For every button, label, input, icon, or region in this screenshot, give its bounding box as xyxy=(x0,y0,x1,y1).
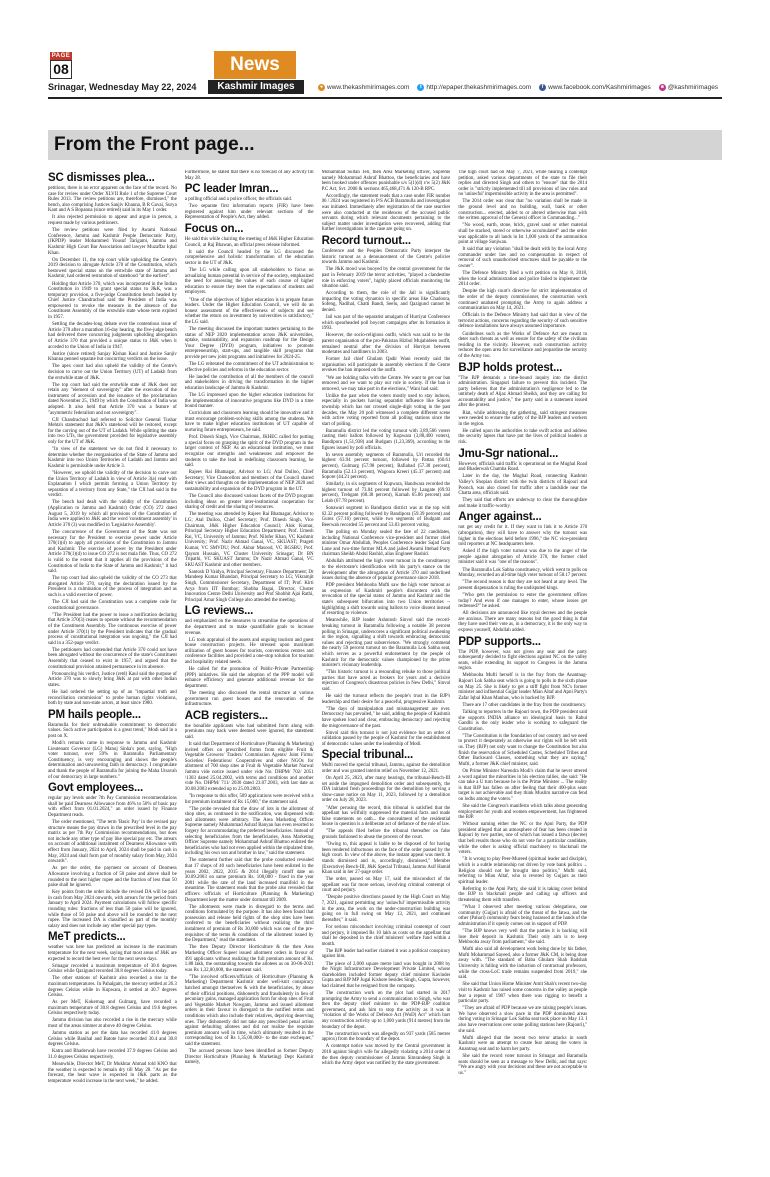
article-paragraph: The 2014 order was clear that "no variation shall be made in the ground level and no building, wall, bank or other construction... erected, added to or altered otherwise than with the written approval of the General officer in Commanding..." xyxy=(458,199,588,222)
article-paragraph: Unlike the past when the voters mostly used to stay indoors, especially in pockets having separatist influence like Sopore township which has not crossed single-digit voting in the past decades, the May 20 poll witnessed a complete different scene with active voting reported from all polling stations since the start of polling. xyxy=(321,393,451,427)
article-paragraph: He had ordered the setting up of an "impartial truth and reconciliation commission" to probe human rights violations, both by state and non-state actors, at least since 1980. xyxy=(48,689,177,707)
article-paragraph: The then Deputy Director Horticulture & the then Area Marketing Officer Supeer issued allotment orders in favour of 491 applicants without realizing the full premium amount of Rs. 1.88 lakh, the outstanding towards the allotees as on 30-06-2021 was Rs 1,32,00,000, the statement said. xyxy=(184,945,314,973)
article-paragraph: Pronouncing his verdict, Justice (retd) Kaul said the purpose of Article 370 was to slowly bring J&K at par with other Indian states. xyxy=(48,671,177,688)
article-paragraph: "The BJP demands a time-bound inquiry into the district administration. Singapuri failure to prevent this incident. The party believes that the administration's negligence led to the untimely death of Aljaz Ahmad Sheikh, and they are calling for accountability and justice," the party said in a statement issued after the protest. xyxy=(458,375,588,409)
column xyxy=(322,170,451,1170)
article-paragraph: The meeting discussed the important matters pertaining to the status of NEP 2020 implementation across J&K universities, uptake, sustainability, and expansion roadmap for the Design Your Degree (DYD) program, initiatives to promote entrepreneurship, start-ups, and tangible skill programs that provide per new joint programs and initiatives for 2024-25. xyxy=(184,326,314,360)
article xyxy=(48,709,177,780)
page-label: PAGE xyxy=(51,53,71,59)
article-paragraph: and emphasized on the measures to streamline the operations of the department and to make quantifiable goals to increase revenue. xyxy=(184,619,314,636)
social-link-text: http://epaper.thekashmirimages.com xyxy=(426,84,532,91)
article-paragraph: a polling official and a police officer, the officials said. xyxy=(184,197,293,203)
article-paragraph: The accused persons have been identified as former Deputy Director Horticulture (Planning & Marketing) Dept Kashmir namely, xyxy=(184,1049,314,1066)
article xyxy=(322,749,451,1066)
banner-title: From the Front page... xyxy=(54,134,255,155)
article-paragraph: "Who gets the permission to enter the government offices today? And even if one manages to enter, whose issues get redressed?" he asked. xyxy=(458,592,588,610)
article xyxy=(458,448,587,510)
article-paragraph: "The days of manipulation and mismanagement are over. Democracy has prevailed," he said, adding the people of Kashmir have spoken loud and clear, embracing democracy and rejecting the misgovernance of the past. xyxy=(321,706,451,729)
article-paragraph: CJI Chandrachud had referred to Solicitor General Tushar Mehta's statement that J&K's statehood will be restored, except for the carving out of the UT of Ladakh. While splitting the state into two UTs, the government provided for legislative assembly only for the UT of J&K. xyxy=(48,417,177,446)
article-paragraph: "The President had the power to issue a notification declaring that Article 370(3) ceases to operate without the recommendation of the Constituent Assembly. The continuous exercise of power under Article 370(1) by the President indicates that the gradual process of constitutional integration was ongoing," the CJI had said in a 352-page verdict. xyxy=(48,612,177,646)
article-paragraph: He called upon the authorities to take swift action and address the security lapses that have put the lives of political leaders at risk. xyxy=(458,428,588,446)
article-paragraph: The LG impressed upon the higher education institutions for the implementation of innovative programs like DYD in a time bound manner. xyxy=(184,393,314,410)
article-paragraph: Jail was part of the separatist amalgam of Hurriyat Conference which spearheaded poll boycott campaigns after its formation in 1993. xyxy=(321,315,451,332)
article-paragraph: The PDP, however, was not given any seat and the party subsequently decided to fight elections against NC on the valley seats, while extending its support to Congress in the Jammu region. xyxy=(458,649,588,672)
article-paragraph: He called for the promotion of Public-Private Partnership (PPP) initiatives. He said the adoption of the PPP model will enhance efficiency and generate additional revenue for the department. xyxy=(184,667,314,689)
article-paragraph: The Defence Ministry filed a writ petition on May 8, 2018, when the local administration and police failed to implement the 2014 order. xyxy=(458,271,588,288)
article-paragraph: The BJP leader had earlier claimed it was a political conspiracy against him. xyxy=(321,948,451,960)
article-paragraph: "The BJP knows very well that the parties it is backing will lose their deposit in Kashmir. Their only aim is to keep Mehbooba away from parliament," she said. xyxy=(458,928,588,946)
article-paragraph: Baramulla district led the voting turnout with 3,89,566 voters casting their ballots followed by Kupwara (3,88,400 voters), Bandipora (1,51,938) and Budgam (1,23,369), according to the figures issued by poll officials. xyxy=(321,428,451,451)
article-paragraph: It said that Department of Horticulture (Planning & Marketing) invited offers on prescribed forms from eligible Fruit & Vegetable Growers/ Traders/ Commission Agents/ Joint Firms/ Societies/ Federations/ Cooperatives and other NGOs for allotment of 700 shop sites at Fruit & Vegetable Market Narwal Jammu vide notice issued under vide No. DHPM/ 702/ 2051 /1303 dated 25.04.2002, with terms and conditions and another vide No. DHPM/ 711/ 2030 dated 23.07.2003, with last date as 30.08.2003 extended up to 25.09.2003. xyxy=(184,742,314,792)
article-paragraph: "This historic turnout is a resounding rebuke to those political parties that have acted as brokers for years and a decisive rejection of Congress's disastrous policies in New Delhi," Sinvol said. xyxy=(321,670,451,692)
article-headline: Special tribunal... xyxy=(321,749,414,762)
article xyxy=(458,636,587,1077)
article-paragraph: The LG reiterated the commitment of the UT administration to effective policies and reforms in the education sector. xyxy=(184,362,314,373)
article-paragraph: The petitioners had contended that Article 370 could not have been abrogated without the concurrence of the state's Constituent Assembly that ceased to exist in 1957, and argued that the constitutional provision attained permanence in its absence. xyxy=(48,647,177,670)
article xyxy=(458,170,587,360)
article-paragraph: The review petitions were filed by Awami National Conference, Jammu and Kashmir People Democratic Party, (JKPDP) leader Mohammed Yousuf Tarigami, Jammu and Kashmir High Court Bar Association and lawyer Muzaffar Iqbal Khan. xyxy=(48,228,177,256)
article-paragraph: The piece of 2,000 square metre land was bought in 2008 by the Nirgit Infrastructure Development Private Limited, whose shareholders included former deputy chief minister Kavinder Gupta and BJP MP Jugal Kishore besides Singh, Gupta, however, had claimed that he resigned from the company. xyxy=(321,961,451,989)
social-link[interactable] xyxy=(318,84,409,91)
article-paragraph: Furthermore, he stated that there is no forecast of any activity till May 28. xyxy=(184,170,314,181)
article-paragraph: Curriculum and classroom learning should be innovative and it must encourage problem-solving skills among the students. We have to make higher education institutions of UT capable of nurturing future entrepreneurs, he said. xyxy=(184,411,314,434)
article-paragraph: Jammu division has also recorded a rise in the mercury while most of the areas simmer at above 40 degree Celsius. xyxy=(48,1018,177,1030)
facebook-icon: f xyxy=(539,84,546,91)
article-paragraph: The Council also discussed various facets of the DYD program including ideas on greater inter-institutional cooperation for sharing of credit and the sharing of resources. xyxy=(184,494,314,511)
masthead xyxy=(0,0,770,96)
instagram-icon: ■ xyxy=(660,84,664,90)
article-paragraph: Without naming either the NC or the Apni Party, the PDP president alleged that an atmosphere of fear has been created in Rajouri by two parties, one of which has issued a fatwa (decree) that bell results those who do not vote for a particular candidate, while the other is asking official machinery to blackmail the voters. xyxy=(458,822,588,856)
article-paragraph: The order, passed on May 17, said the misconduct of the appellant was far more serious, involving criminal contempt of court and perjury. xyxy=(321,877,451,894)
article-paragraph: However, officials said traffic is operational on the Mughal Road and Bhaderwah Chamba Road. xyxy=(458,461,588,473)
article-paragraph: It said that any violation "shall be dealt with by the local Army commander under law and no compensation in respect of removal of such unauthorised structures shall be payable to the owner". xyxy=(458,247,588,269)
article-paragraph: petitions, there is no error apparent on the face of the record. No case for review under Order XLVII Rule 1 of the Supreme Court Rules 2013. The review petitions are, therefore, dismissed," the bench, also comprising Justices Sanjiv Khanna, B R Gavai, Surya Kant and A S Bopanna (since retired) said in its May 1 order. xyxy=(48,186,177,214)
article xyxy=(322,235,451,747)
article-paragraph: "After perusing the record, this tribunal is satisfied that the appellant has willfully suppressed the material facts and made false statements on oath... the concealment of the residential house in question is a deliberate act of defiance of the rule of law. xyxy=(321,805,451,828)
column xyxy=(48,170,177,1170)
article-paragraph: Despite the high court's directive for strict implementation of the order of the deputy commissioner, the construction work continued unabated prompting the Army to again address a communication on May 14, 2021. xyxy=(458,289,588,312)
article-paragraph: The meeting also discussed the rental structure at various government run guest houses and the renovation of the infrastructure. xyxy=(184,691,314,708)
article-paragraph: Asked if the high voter turnout was due to the anger of the people against abrogation of Article 370, the former chief minister said it was "one of the reasons". xyxy=(458,549,588,566)
article-paragraph: Mehbooba Mufti herself is in the fray from the Anantnag-Rajouri Lok Sabha seat which is going to polls in the sixth phase on May 25. She is likely to get a stiff fight from NC's former minister and influential Gujjar leader Mian Altaf and Apni Party's Zafar Iqbal Khan Manhas, who is backed by BJP. xyxy=(458,673,588,701)
article-paragraph: "In view of the statement we do not find it necessary to determine whether the reorganisation of the State of Jammu and Kashmir into two Union Territories of Ladakh and Jammu and Kashmir is permissible under Article 3. xyxy=(48,447,177,469)
article-headline: LG reviews... xyxy=(184,605,254,618)
article-paragraph: The Baramulla Lok Sabha constituency, which went to polls on Monday, recorded an all-time high voter turnout of 58.17 percent. xyxy=(458,567,588,579)
article-paragraph: Settling the decades-long debate over the contentious issue of Article 370 after a marathon 16-day hearing, the five-judge bench had delivered three concurring judgments upholding abrogation of Article 370 that provided a unique status to J&K when it acceded to the Union of India in 1947. xyxy=(48,322,177,350)
article-paragraph: Key points from the order include the revised DA will be paid in cash from May 2024 onwards, with arrears for the period from January to April 2024. Payment calculations will follow specific rounding rules: fractions of less than 50 paise will be ignored, while those of 50 paise and above will be rounded to the next rupee. The increased DA is classified as part of the monthly salary and does not include any other special pay types. xyxy=(48,890,177,929)
article-paragraph: Later in the day, the Mughal Road, connecting Kashmir Valley's Shopian district with the twin districts of Rajouri and Poonch, was also closed for traffic after a landslide near the Chatta area, officials said. xyxy=(458,474,588,497)
article-paragraph: Baramulla for their unbreakable commitment to democratic values. Such active participation is a great trend," Modi said in a post on X. xyxy=(48,722,177,739)
article xyxy=(185,183,314,221)
article-paragraph: Meanwhile, BJP leader Ashutosh Sinvol said the record-breaking turnout in Baramulla following a notable 38 percent polling in Srinagar, underscores a significant political awakening in the region, signalling a shift towards embracing democratic values and rejecting past subservience. "We strongly commend the nearly 59 percent turnout on the Baramulla Lok Sabha seat, which serves as a powerful endorsement by the people of Kashmir for the democratic values championed by the prime minister's visionary leadership. xyxy=(321,618,451,669)
article-paragraph: Mufti alleged that the recent two terror attacks in south Kashmir were an attempt to create fear among the voters in Anantnag seat and to harm her party. xyxy=(458,1035,588,1052)
article-paragraph: weather was here has predicted an increase in the maximum temperature for the next week, saying that most areas of J&K are expected to record the best ever for the next seven days. xyxy=(48,945,177,962)
article-paragraph: Holding that Article 370, which was incorporated in the Indian Constitution in 1949 to grant special status to J&K, was a temporary provision, a five-judge Constitution bench headed by Chief Justice Chandrachud said the President of India was empowered to revoke the measure in the absence of the Constituent Assembly of the erstwhile state whose term expired in 1957. xyxy=(48,281,177,321)
article-paragraph: Mufti moved the special tribunal, Jammu, against the demolition order and was granted interim relief on November 12, 2021. xyxy=(321,763,451,774)
twitter-icon: t xyxy=(417,84,424,91)
article-paragraph: According to them, the role of the Jail is significantly impacting the voting dynamics in specific areas like Chadoora, Sofeng, Nadihal, Chatti Bandi, Seelu, and Qazigund cannot be denied. xyxy=(321,291,451,313)
article-paragraph: A contempt notice was moved by the Central government in 2018 against Singh's wife for allegedly violating a 2014 order of the then deputy commissioner of Jammu Simrandeep Singh in which the Army depot was notified by the state government. xyxy=(321,1044,451,1067)
article-paragraph: Jammu station as per the data has recorded 41.0 degrees Celsius while Banihal and Batote have recorded 30.4 and 30.8 degrees Celsius. xyxy=(48,1031,177,1048)
article-paragraph: Santosh D Vaidya, Principal Secretary, Finance Department; Dr Mandeep Kumar Bhandari, Principal Secretary to LG; Vikramjit Singh, Commissioner Secretary, Department of IT; Prof. Kirti Arya from IIT Bombay; Shobha Bagai, Director, Cluster Innovation Centre Delhi University and Prof Shobhit Ajai Rathi, Principal Amar Singh College also attended the meeting. xyxy=(184,569,314,603)
article-paragraph: All decisions are announced like royal decrees and the people are anxious. There are many reasons but the good thing is that they have used their vote as, in a democracy, it is the only way to express yourself, Abdullah added. xyxy=(458,611,588,633)
article-headline: ACB registers... xyxy=(184,709,268,722)
article-paragraph: Rajeev Rai Bhatnagar, Advisor to LG; Atal Dulloo, Chief Secretary; Vice Chancellors and members of the Council shared their views and thoughts on the implementation of NEP 2020 and sustainability and expansion of the DYD program in the UT. xyxy=(184,470,314,492)
article-paragraph: not get any credit for it. If they want to link it to Article 370 (abrogation), they will have to answer why the turnout was higher in the elections held before 1996," the NC vice-president told reporters at NC headquarters here. xyxy=(458,525,588,548)
article-paragraph: Katra and Bhaderwah have recorded 37.9 degrees Celsius and 31.0 degrees Celsius respectively. xyxy=(48,1049,177,1061)
front-page-banner xyxy=(48,130,722,160)
article-paragraph: "The appeals filed before the tribunal thereafter on false grounds fashioned to abuse the process of the court. xyxy=(321,829,451,841)
article xyxy=(185,223,314,603)
social-link[interactable] xyxy=(659,84,718,91)
social-link-text: @kashmirimages xyxy=(667,84,719,91)
article-columns xyxy=(48,170,722,1170)
article-headline: Focus on... xyxy=(184,223,244,236)
article-paragraph: Meanwhile, Director MeT, Dr Mukhtar Ahmad told KNO that the weather is expected to remain dry till May 28. "As per the forecast, the heat wave is expected in J&K parts as the temperature would increase in the next week," he added. xyxy=(48,1062,177,1084)
article xyxy=(185,605,314,707)
article-paragraph: Guidelines such as the Works of Defence Act are meant to deter such threats as well as ensure for the safety of the civilians residing in the vicinity. However, such construction activity reduces the open area for surveillance and jeopardise the security of the Army too. xyxy=(458,331,588,359)
article-paragraph: "Despite positive directions passed by the High Court on May 7, 2021, against permitting any 'unlawful' impermissible activity in the area, the work on the under-construction building was going on in full swing on May 13, 2021, and continued thereafter," it said. xyxy=(321,895,451,923)
article-paragraph: The construction work was allegedly on 937 yards (585 metres approx) from the boundary of the depot. xyxy=(321,1031,451,1043)
article-paragraph: The order mentioned, "The term 'Basic Pay' in the revised pay structure means the pay drawn in the prescribed level in the pay matrix as per 7th Pay Commission recommendations, but does not include any other type of pay like special pay etc. The arrears on account of additional instalment of Dearness Allowance with effect from January, 2024 to April, 2024 shall be paid in cash in May, 2024 and shall form part of monthly salary from May, 2024 onwards". xyxy=(48,820,177,865)
article-paragraph: "What I observed after meeting various delegations, one community (Gujjar) is afraid of the threat of the fatwa, and the other (Pahari) community fears being harassed at the hands of the administration if it openly comes out in support of PDP. xyxy=(458,905,588,927)
article-headline: MeT predicts... xyxy=(48,931,126,944)
article-paragraph: However, the socio-religious outfit, which was said to be the parent organisation of the pro-Pakistan Hizbul Mujahideen outfit, remained neutral after the division of Hurriyat between moderates and hardliners in 2003. xyxy=(321,333,451,356)
globe-icon: ● xyxy=(319,84,324,90)
article-paragraph: "We are holding talks with the Centre. We want to get our ban removed and we want to play our role in society. If the ban is removed, we may take part in the elections," Wani had said. xyxy=(321,375,451,392)
article-paragraph: On April 25, 2023, after many hearings, the tribunal-Bench-III set aside the impugned demolition order and subsequently, the JDA initiated fresh proceedings for the demolition by serving a show-cause notice on May 11, 2023, followed by a demolition order on July 28, 2023. xyxy=(321,776,451,804)
article-paragraph: "Owing to, this appeal is liable to be disposed of for having been rendered infructuous on the face of the order passed by the high court. In view of the above, the instant appeal was merit. It stands dismissed and is, accordingly, dismissed," Member (Executive) Bench-III, J&K Special Tribunal, Jammu Asif Hamid Khan said in her 27-page order. xyxy=(321,842,451,876)
column xyxy=(458,170,587,1170)
article-paragraph: "One of the objectives of higher education is to prepare future leaders. Under the Higher Education Council, we will do an honest assessment of the effectiveness of subjects and see whether the return on investment by universities is satisfactory," the LG said. xyxy=(184,297,314,325)
article-headline: PC leader Imran... xyxy=(184,183,279,196)
article-paragraph: Former Jail chief Ghulam Qadir Wani recently said the organisation will participate in assembly elections if the Centre revokes the ban imposed on the outfit. xyxy=(321,357,451,374)
article-paragraph: regular pay levels under 7th Pay Commission recommendations shall be paid Dearness Allowance from 46% to 50% of basic pay with effect from 01.01.2024," an order issued by Finance Department reads. xyxy=(48,796,177,818)
article-paragraph: As per the order, the payment on account of Dearness Allowance involving a fraction of 50 paise and above shall be rounded to the next higher rupee and the fraction of less than 50 paise shall be ignored. xyxy=(48,866,177,889)
article-paragraph: "It is wrong to play Peer-Mureed (spiritual leader and disciple), which is a subtle relationship not driven by vote bank politics ... Religion should not be brought into politics," Mufti said, referring to Mian Altaf, who is revered by Gujjars as their spiritual leader. xyxy=(458,857,588,885)
social-link-text: www.thekashmirimages.com xyxy=(327,84,410,91)
article-paragraph: Referring to the Apni Party, she said it is taking cover behind the BJP to blackmail people and calling up officers and threatening them with transfers. xyxy=(458,886,588,903)
article-paragraph: Prof. Dinesh Singh, Vice Chairman, JKHEC called for putting a special focus on grasping the spirit of the DYD program in the larger context of NEP. As an educational institution, we must recognize our strengths and weaknesses and empower the students to take the lead in redefining classroom learning, he said. xyxy=(184,435,314,469)
article-paragraph: Justice (since retired) Sanjay Kishan Kaul and Justice Sanjiv Khanna penned separate but concurring verdicts on the issue. xyxy=(48,351,177,363)
article-paragraph: "No wood, earth, stone, brick, gravel sand or other material shall be stacked, stored or otherwise accumulated" and the order was applicable to all lands in Ist 1,000 yards of the ammunition point at village Sunjwan. xyxy=(458,223,588,246)
article-paragraph: Officials in the Defence Ministry had said that in view of the terrorist actions, concerns regarding the security of such sensitive defence installations have always assumed importance. xyxy=(458,313,588,330)
article-paragraph: It said the Council headed by the LG discussed the comprehensive and holistic transformation of the education sector in the UT of J&K. xyxy=(184,249,314,266)
article xyxy=(185,170,314,181)
article-paragraph: Mufti also said all development work being done by his father, Mufti Mohammad Sayeed, also a former J&K CM, is being done away with. "The standard of Baba Ghulam Shah Badshah University is falling with the induction of contractual professors, while the cross-LoC trade remains suspended from 2019," she said. xyxy=(458,947,588,981)
article-paragraph: Conference and the Peoples Democratic Party interpret the historic turnout as a denouncement of the Centre's policies towards Jammu and Kashmir. xyxy=(321,249,451,266)
article-paragraph: Talking to reporters in the Rajouri town, the PDP president said she supports INDIA alliance on ideological basis to Rahul Gandhi is the only leader who is working to safeguard the Constitution. xyxy=(458,710,588,732)
article-paragraph: Mohammad Sultan Teli, then Area Marketing officer, Supreme namely Mohammad Ashraf Bhattoo, the beneficiaries and have been booked under offences punishable u/s 5(1)(d) r/w 5(2) J&K P.C Act, Svt. 2006 & sections 465,468,471 & 120-B RPC. xyxy=(321,170,451,192)
page-number: 08 xyxy=(50,60,72,79)
article-paragraph: Sinvol said this turnout is not just evidence but an order of validation passed by the people of Kashmir for the establishment of democratic values under the leadership of Modi. xyxy=(321,730,451,747)
masthead-rule xyxy=(48,97,722,99)
article-paragraph: "In response to this offer, 509 applications were received with a list premium instalment of Rs 15,000," the statement said. xyxy=(184,793,314,805)
article-paragraph: The statement further said that the probe conducted revealed that 17 shops of 40 such beneficiaries have been enlisted in the years 2002, 2022, 2015 & 2014 illegally cutoff date on 30.09.2003 on same premium Rs. 100,000 - fixed in the year 2001 while the rate of the land increased manifold in the meantime. The statement reads that the probe also revealed that officers /officials of Horticulture (Planning & Marketing) Department kept the matter under dormant till 2009. xyxy=(184,858,314,903)
article-paragraph: In seven assembly segments of Baramulla, Uri recorded the highest 63.94 percent turnout, followed by Pattan (60.61 percent), Gulmarg (57.98 percent), Rafiabad (57.38 percent), Baramulla (52.13 percent), Wagoora Kreeri (45.37 percent) and Sopore (44.21 percent). xyxy=(321,452,451,481)
dateline: Srinagar, Wednesday May 22, 2024 xyxy=(48,82,197,92)
article-headline: Anger against... xyxy=(458,511,542,524)
article-paragraph: They said that efforts are underway to clear the thoroughfare and make it traffic-worthy. xyxy=(458,498,588,509)
article-paragraph: The allotments were made in disregard to the terms and conditions formulated by the purpose. It has also been found that possession and release held rights of the shop sites have been conferred to the beneficiaries without realizing the third instalment of premium of Rs 30,000 which was one of the pre-requisites of the terms & conditions of the allotment issued by the Department," read the statement. xyxy=(184,904,314,944)
article-paragraph: He said the turnout reflects the people's trust in the BJP's leadership and their desire for a peaceful, progressive Kashmir. xyxy=(321,694,451,705)
brand-logo: News xyxy=(214,51,296,79)
article-headline: BJP holds protest... xyxy=(458,361,563,374)
article-paragraph: The CJI had said the Constitution was a complete code for constitutional governance. xyxy=(48,600,177,611)
article-paragraph: Sonawari segment in Bandipora district was at the top with 62.32 percent polling followed by Bandipora (59.39 percent) and Gurez (57.16) percent, while two segments of Budgam and Beerwah recorded 55 percent and 53.83 percent voting. xyxy=(321,506,451,528)
article-paragraph: The bench had dealt with the validity of the Constitution (Application to Jammu and Kashmir) Order (CO) 272 dated August 5, 2019 by which all provisions of the Constitution of India were applied to J&K and the word 'constituent assembly' in Article 370 (3) was modified to 'Legislative Assembly'. xyxy=(48,500,177,528)
article-headline: SC dismisses plea... xyxy=(48,172,155,184)
article-paragraph: The top court had said the erstwhile state of J&K does not retain any "element of sovereignty" after the execution of the instrument of accession and the issuance of the proclamation dated November 25, 1949 by which the Constitution of India was adopted. It also held that Article 370 was a feature of "asymmetric federalism and not sovereignty". xyxy=(48,382,177,416)
social-link-text: www.facebook.com/Kashmirimages xyxy=(548,84,651,91)
article-paragraph: The polling on Monday sealed the fate of 22 candidates, including National Conference vice-president and former chief minister Omar Abdullah, Peoples Conference leader Sajad Gani Lone and two-time former MLA and jailed Awami Ittehad Party chairman Sheikh Abdul Rashid, alias Engineer Rashid. xyxy=(321,529,451,558)
article-paragraph: The high court had on May 7, 2021, while hearing a contempt petition, asked various departments of the state to file their replies and directed Singh and others to "ensure" that the 2014 order is "strictly implemented till all provisions of law rules and no 'unlawful' impermissible activity in the area is permitted". xyxy=(458,170,588,198)
article-paragraph: The concurrence of the Government of the State was not necessary for the President to exercise power under Article 370(1)(d) to apply all provisions of the Constitution to Jammu and Kashmir. The exercise of power by the President under Article 370(1)(d) to issue CO 272 is not mala fide. Thus, CO 272 is valid to the extent that it applies all the provisions of the Constitution of India to the State of Jammu and Kashmir," it had said. xyxy=(48,529,177,575)
article-paragraph: "The probe revealed that the draw of lots in the allotment of shop sites, as continued in the notification, was dispensed with and allotments were arbitrary. The Area Marketing Officer Supreme namely Muhammad Ashraf Banyan has even resorted to forgery for accommodating the preferred beneficiaries. Instead of selecting beneficiaries from the beneficiaries, Area Marketing Officer Supreme namely Mohammad Ashraf Bhattoo enlisted the beneficiaries who had not even applied within the stipulated time, including his own son and brother in law," said the statement. xyxy=(184,806,314,857)
article-headline: Record turnout... xyxy=(321,235,411,248)
article-paragraph: "However, we uphold the validity of the decision to carve out the Union Territory of Ladakh in view of Article 3(a) read with Explanation I which permits forming a Union Territory by separation of a territory from any State," the CJI had said in the verdict. xyxy=(48,471,177,499)
article-paragraph: Accordingly, the statement reads that a case under FIR number 06 / 2024 was registered in P/S ACB Baramulla and investigation was initiated. Immediately after registration of the case searches were also conducted at the residences of the accused public servants during which relevant documents pertaining to the subject matter under investigation were recovered, adding that further investigations in the case are going on. xyxy=(321,193,451,233)
page-badge xyxy=(50,52,72,79)
article-paragraph: On Prime Minister Narendra Modi's claim that he never uttered a word against the minorities in his election rallies, she said: "He can take a U turn because he is the Prime Minister ... The reality is that BJP has fallen on after feeling that their 400-plus seats target is not achievable and they think Muslim narrative can fend on lodhs among the voters." xyxy=(458,768,588,802)
article-paragraph: the bonafide applicants who had submitted form along with premiums may back were deemed were ignored, the statement said. xyxy=(184,723,314,740)
article-paragraph: She said the record voter turnout in Srinagar and Baramulla seats should be seen as a message to New Delhi, and that says: "We are angry with your decisions and these are not acceptable to us." xyxy=(458,1053,588,1076)
social-link[interactable] xyxy=(417,84,531,91)
article-paragraph: "They are afraid of PDP because we are raising people's issues. We have observed a slow pace in the PDP dominated areas during voting in Srinagar Lok Sabha seat took place on May 13. I also have reservations over some polling stations here (Rajouri)," she said. xyxy=(458,1006,588,1034)
article-paragraph: He said this while chairing the meeting of J&K Higher Education Council, at Raj Bhawan, an official press release informed. xyxy=(184,237,314,248)
article-paragraph: She said that Union Home Minister Amit Shah's recent two-day visit to Kashmir has raised some concerns in the valley as people fear a repeat of 1987 when there was rigging to benefit a particular party. xyxy=(458,982,588,1005)
article-paragraph: It also rejected permission to appear and argue in person, a request made by various petitioners. xyxy=(48,215,177,227)
article-paragraph: Abdullah attributed the high voter turnout in the constituency to the electorate's identification with his party's stance on the development after the abrogation of Article 370 and underlined issues during the absence of popular governance since 2018. xyxy=(321,559,451,582)
article xyxy=(48,782,177,929)
article-paragraph: The meeting was attended by Rajeev Rai Bhatnagar, Advisor to LG; Atal Dulloo, Chief Secretary; Prof. Dinesh Singh, Vice Chairman, J&K Higher Education Council; Alok Kumar, Principal Secretary Higher Education Department; Prof. Umesh Rai, VC, University of Jammu; Prof. Nilofer Khan, VC Kashmir University; Prof. Nazir Ahmad Ganai, VC, SKUAST; Prageti Kumar, VC SMVDU; Prof. Akbar Masood, VC BGSBU; Prof. Qayum Hussain, VC Cluster University Srinagar; Dr BN Tripathi, VC SKUAST Jammu; Dr Nazir Ahmad Ganai, VC SKUAST Kashmir and other members. xyxy=(184,512,314,568)
article-headline: Jmu-Sgr national... xyxy=(458,447,559,460)
article xyxy=(48,172,177,707)
article-paragraph: Two separate first information reports (FIR) have been registered against him under relevant sections of the Representation of People's Act, they added. xyxy=(184,204,314,221)
article xyxy=(458,362,587,446)
social-links xyxy=(318,84,718,91)
article-paragraph: "The involved officers/officials of Horticulture (Planning & Marketing) Department Kashmir under well-knit conspiracy hatched amongst themselves & with the beneficiaries, by abuse of their official positions, dishonestly and fraudulently in lieu of pecuniary gains, managed application form for shop sites of Fruit and Vegetable Market Nowgam, Jammu and issued allotment orders in their favour in disregard to the notified terms and conditions which also include their relatives, depriving deserving ones. They dishonestly did not take any prescribed penal action against defaulting allotees and did not realize the requisite premium amount well in time, which ultimately resulted in the corresponding loss of Rs 1,35,00,000/- to the state exchequer," said the statement. xyxy=(184,974,314,1047)
article-paragraph: The apex court had also upheld the validity of the Centre's decision to carve out the Union Territory (UT) of Ladakh from the erstwhile state of J&K. xyxy=(48,364,177,381)
article-paragraph: Srinagar recorded a maximum temperature of 30.6 degrees Celsius while Qazigund recorded 30.8 degrees Celsius today. xyxy=(48,963,177,975)
article-paragraph: PDP president Mehbooba Mufti saw the high voter turnout as an expression of Kashmiri people's discontent with the revocation of the special status of Jammu and Kashmir and the state's subsequent bifurcation into two Union territories -- highlighting a shift towards using ballots to voice dissent instead of resorting to violence. xyxy=(321,583,451,617)
article-paragraph: The LG while calling upon all stakeholders to focus on actualizing human potential in service of the society, emphasized the need for assessing the values of each course of higher education to ensure they meet the expectations of students and employers. xyxy=(184,268,314,296)
article-paragraph: As per MeT, Kokernag and Gulmarg, have recorded a maximum temperature of 30.8 degrees Celsius and 19.6 degrees Celsius respectively today. xyxy=(48,1000,177,1017)
article-headline: PDP supports... xyxy=(458,635,541,648)
article xyxy=(322,170,451,233)
article-paragraph: "The Constitution is the foundation of our country and we need to protect it desperately as otherwise our rights will be left with us. They (BJP) not only want to change the Constitution but also finish the reservation of Scheduled Castes, Scheduled Tribes and Other Backward Classes, something what they are saying," Mufti, a former J&K chief minister, said. xyxy=(458,733,588,767)
article xyxy=(458,511,587,633)
article-paragraph: He lauded the contribution of all the members of the council and stakeholders in driving the transformation in the higher education landscape of Jammu & Kashmir. xyxy=(184,374,314,391)
column xyxy=(185,170,314,1170)
article-paragraph: She said the Congress's manifesto which talks about generating employment for youth and women empowerment, has frightened the BJP. xyxy=(458,804,588,821)
article-paragraph: There are 17 other candidates in the fray from the constituency. xyxy=(462,702,587,708)
article-paragraph: Modi's remarks came in response to Jammu and Kashmir Lieutenant Governor (LG) Manoj Sinha's post, saying, "High voter turnout, over 59% in Baramulla Parliamentary Constituency, is very encouraging and shows the people's determination and unwavering faith in democracy. I congratulate and thank the people of Baramulla for joining the Maha Utsavah of our democracy in large numbers." xyxy=(48,741,177,780)
article xyxy=(48,931,177,1084)
article-paragraph: Similarly, in six segments of Kupwara, Handwara recorded the highest turnout of 73.04 percent followed by Langate (69.93 percent), Trehgam (68.38 percent), Karnah 65.86 percent) and Lolab (67.78 percent). xyxy=(321,482,451,504)
article-paragraph: The other stations of Kashmir also recorded a rise in the maximum temperatures. In Pahalgam, the mercury settled at 26.3 degrees Celsius while in Kupwara, it settled at 30.7 degrees Celsius. xyxy=(48,976,177,999)
article-paragraph: The J&K mood was buoyed by the central government for the past in February 2019 the terror activities, "played a clandestine role in enforcing voters", highly placed officials monitoring the situation said. xyxy=(321,267,451,290)
social-link[interactable] xyxy=(539,84,651,91)
article-paragraph: For serious misconduct involving criminal contempt of court and perjury, it imposed Rs 10 lakh as costs on the appellant that shall be deposited in the chief ministers' welfare fund within a month. xyxy=(321,924,451,947)
article-paragraph: The top court had also upheld the validity of the CO 273 that abrogated Article 370, saying the declaration issued by the President is a culmination of the process of integration and as such is a valid exercise of power. xyxy=(48,576,177,598)
article-headline: PM hails people... xyxy=(48,708,141,721)
article-headline: Govt employees... xyxy=(48,782,144,795)
article-paragraph: "The second reason is that they are not heard at any level. The present dispensation is ruling the undisputed kings. xyxy=(458,580,588,591)
brand-subtitle: Kashmir Images xyxy=(208,80,304,94)
article-paragraph: The construction work on the plot had started in 2017 prompting the Army to send a communication to Singh, who was then the deputy chief minister in the PDP-BJP coalition government, and ask him to stop the activity as it was in "violation of the Works of Defence Act (WoD) Act" which bars any construction activity up to 1,000 yards (914 metres) from the boundary of the depot. xyxy=(321,990,451,1030)
article xyxy=(185,710,314,1066)
article-paragraph: Riat, while addressing the gathering, said stringent measures were needed to ensure the safety of the BJP leaders and workers in the region. xyxy=(458,410,588,427)
article-paragraph: On December 11, the top court while upholding the Centre's 2019 decision to abrogate Article 370 of the Constitution, which bestowed special status on the erstwhile state of Jammu and Kashmir, had ordered restoration of statehood "at the earliest". xyxy=(48,257,177,280)
article-paragraph: LG took appraisal of the assets and ongoing tourism and guest house construction projects. He stressed upon maximum utilization of guest houses for tourists, conventions centres and conference facilities and provided a one-stop solution for tourism and hospitality related needs. xyxy=(184,637,314,666)
